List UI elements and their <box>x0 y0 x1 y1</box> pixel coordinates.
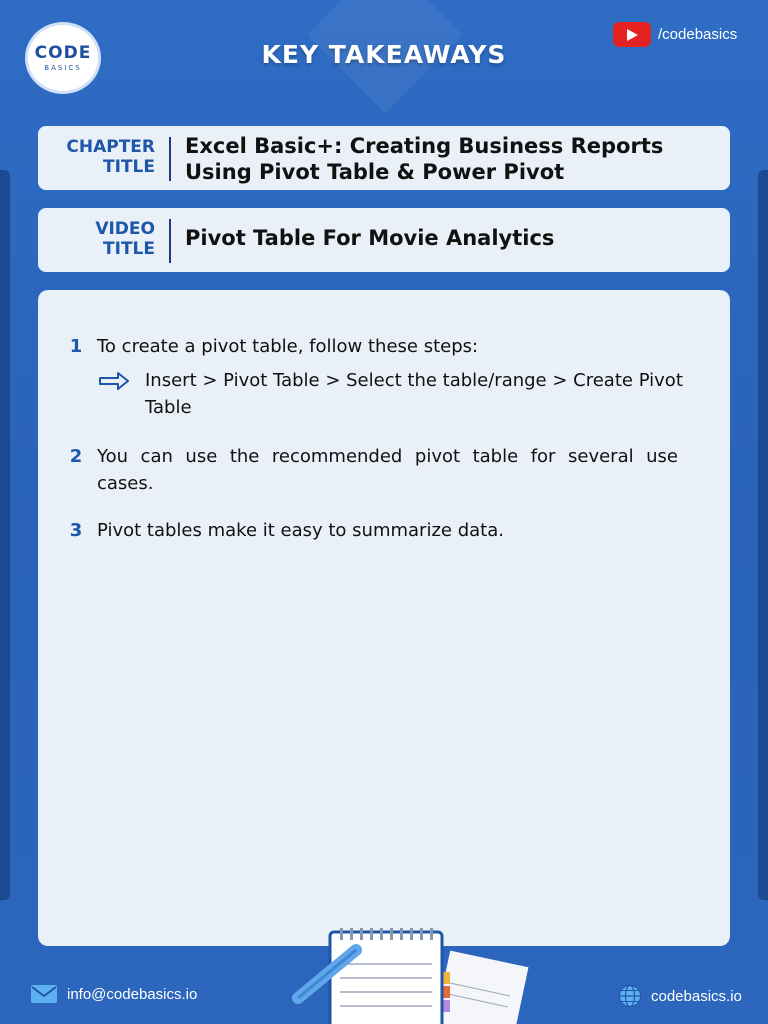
takeaway-text: You can use the recommended pivot table for several use cases. <box>97 446 678 494</box>
takeaways-card <box>38 290 730 946</box>
left-decor-bar <box>0 170 10 900</box>
youtube-link[interactable] <box>613 22 737 47</box>
takeaway-subitem-text: Insert > Pivot Table > Select the table/range > Create Pivot Table <box>145 370 683 418</box>
takeaway-number: 3 <box>69 520 83 541</box>
video-divider <box>169 219 171 263</box>
chapter-title-line1: Excel Basic+: Creating Business Reports <box>185 134 664 158</box>
youtube-handle: /codebasics <box>658 26 738 43</box>
footer-email[interactable] <box>30 984 197 1004</box>
notebook-icon <box>330 928 442 1024</box>
takeaway-text: To create a pivot table, follow these steps: <box>97 336 479 357</box>
chapter-title-card <box>38 126 730 190</box>
video-title-card <box>38 208 730 272</box>
chapter-label-line2: TITLE <box>103 157 155 177</box>
takeaway-number: 1 <box>69 336 83 357</box>
right-decor-bar <box>758 170 768 900</box>
logo-main-text: CODE <box>34 42 92 63</box>
video-label-line1: VIDEO <box>95 219 155 239</box>
video-label <box>95 219 155 259</box>
footer-email-text: info@codebasics.io <box>67 985 198 1003</box>
notebook-illustration <box>290 928 530 1024</box>
chapter-title <box>185 133 663 185</box>
chapter-title-line2: Using Pivot Table & Power Pivot <box>185 160 565 184</box>
mail-icon <box>30 984 58 1004</box>
logo-sub-text: BASICS <box>44 63 82 72</box>
footer-website-text: codebasics.io <box>651 987 742 1005</box>
page-title: KEY TAKEAWAYS <box>261 40 507 69</box>
footer-website[interactable] <box>618 984 742 1008</box>
youtube-icon <box>613 22 651 47</box>
takeaway-number: 2 <box>69 446 83 467</box>
video-label-line2: TITLE <box>103 239 155 259</box>
chapter-divider <box>169 137 171 181</box>
takeaway-text: Pivot tables make it easy to summarize data. <box>97 520 504 541</box>
chapter-label-line1: CHAPTER <box>66 137 155 157</box>
video-title: Pivot Table For Movie Analytics <box>185 226 555 250</box>
chapter-label <box>66 137 155 177</box>
arrow-right-icon <box>98 371 130 391</box>
globe-icon <box>618 984 642 1008</box>
